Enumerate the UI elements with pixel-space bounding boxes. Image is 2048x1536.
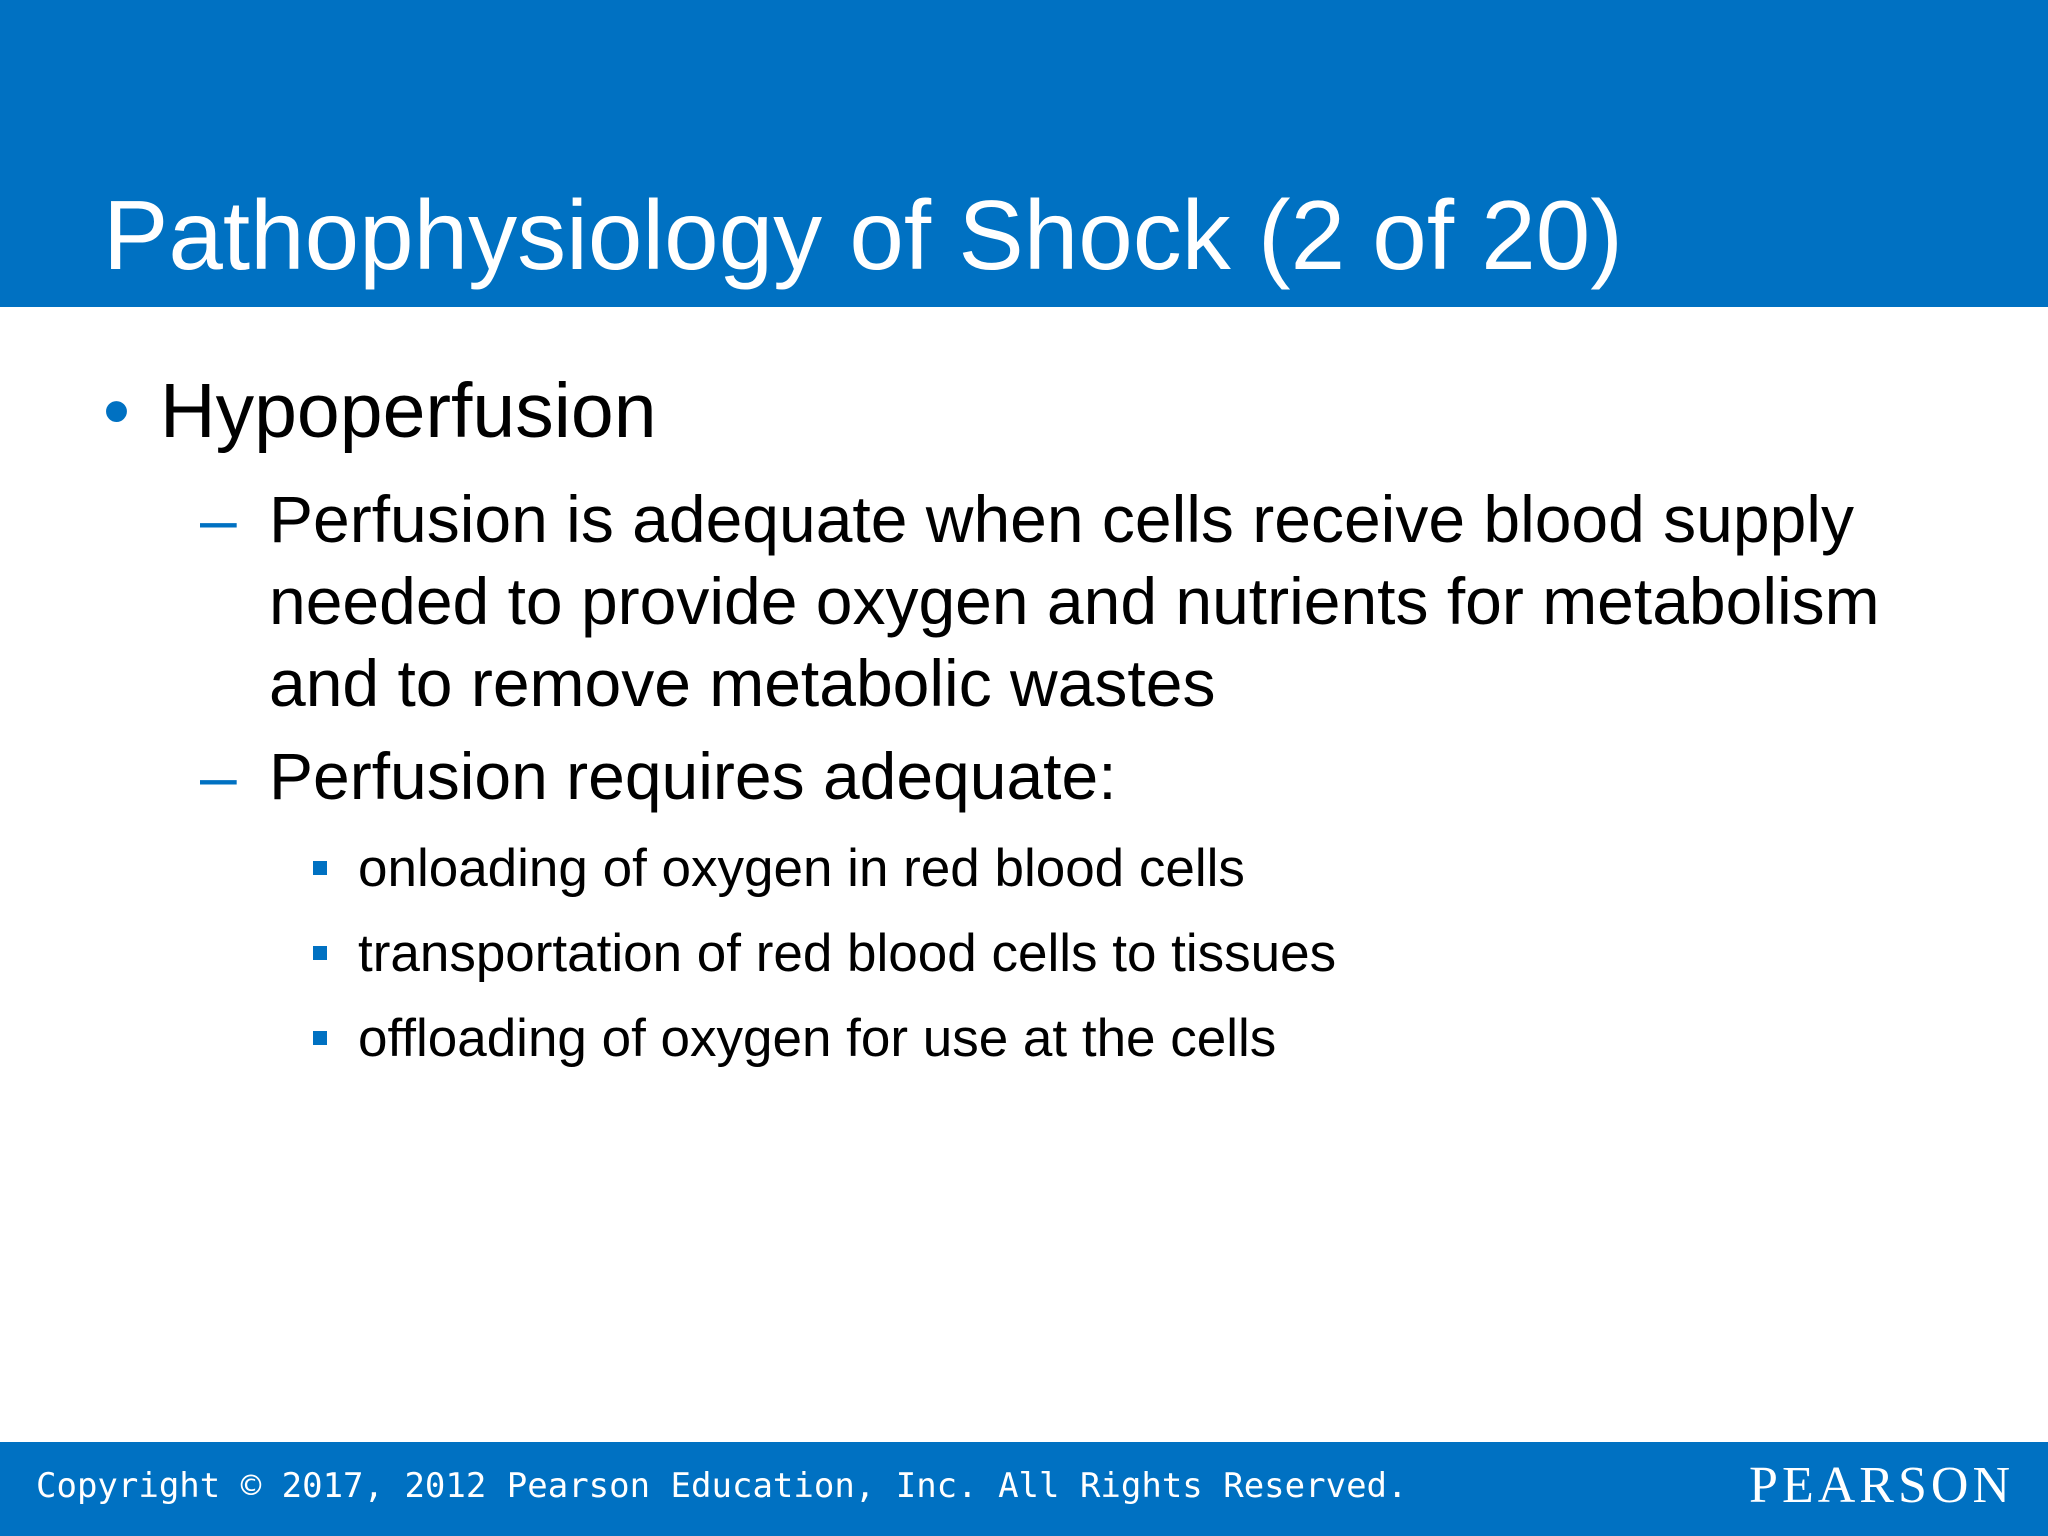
- pearson-logo: PEARSON: [1749, 1457, 2014, 1514]
- square-bullet-icon: [313, 946, 327, 960]
- sub-sub-bullet-offloading: offloading of oxygen for use at the cells: [358, 1009, 1277, 1068]
- dash-icon: –: [200, 482, 237, 556]
- copyright-notice: Copyright © 2017, 2012 Pearson Education, Inc. All Rights Reserved.: [36, 1466, 1408, 1506]
- sub-bullet-perfusion-adequate: Perfusion is adequate when cells receive blood supply needed to provide oxygen and nutrients for metabolism and to remove metabolic wastes: [269, 482, 1880, 720]
- square-bullet-icon: [313, 1031, 327, 1045]
- dash-icon: –: [200, 739, 237, 813]
- slide-title: Pathophysiology of Shock (2 of 20): [103, 180, 1623, 290]
- square-bullet-icon: [313, 861, 327, 875]
- footer-bar: [0, 1442, 2048, 1536]
- sub-sub-bullet-onloading: onloading of oxygen in red blood cells: [358, 839, 1245, 898]
- bullet-dot-icon: •: [103, 368, 130, 454]
- sub-sub-bullet-transportation: transportation of red blood cells to tissues: [358, 924, 1337, 983]
- bullet-hypoperfusion: Hypoperfusion: [160, 368, 657, 454]
- title-bar: [0, 0, 2048, 307]
- sub-bullet-perfusion-requires: Perfusion requires adequate:: [269, 739, 1117, 813]
